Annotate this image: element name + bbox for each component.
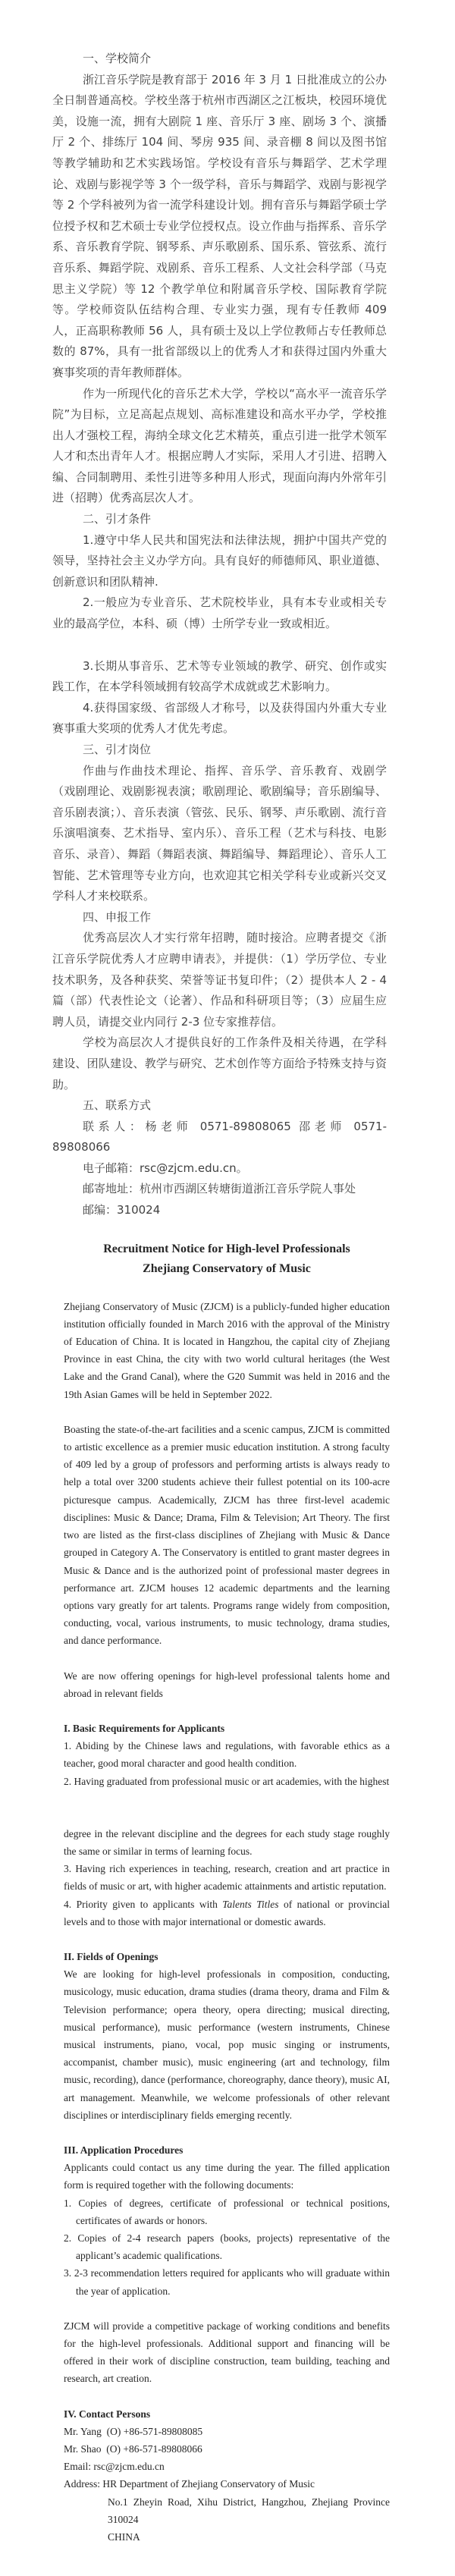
en-contact-address-line2: No.1 Zheyin Road, Xihu District, Hangzhou, Zhejiang Province 310024 <box>108 2496 393 2525</box>
cn-contact-address: 邮寄地址：杭州市西湖区转塘街道浙江音乐学院人事处 <box>83 1182 356 1196</box>
document-title <box>64 1239 390 1279</box>
en-paragraph-campus: Boasting the state-of-the-art facilities and a scenic campus, ZJCM is committed to artistic excellence as a premier music education institution. A strong faculty of 409 led by a group of professors and performing artists is always ready to help a total over 3200 students achieve their fullest potential on its 100-acre picturesque campus. Academically, ZJCM has three first-level academic disciplines: Music & Dance; Drama, Film & Television; Art Theory. The first two are listed as the first-class disciplines of Zhejiang with Music & Dance grouped in Category A. The Conservatory is entitled to grant master degrees in Music & Dance and is the authorized point of professional master degrees in performance art. ZJCM houses 12 academic departments and the learning options vary greatly for art talents. Programs range widely from composition, conducting, vocal, various instruments, to music technology, drama studies, and dance performance. <box>64 1423 391 1647</box>
cn-condition-2: 2.一般应为专业音乐、艺术院校毕业，具有本专业或相关专业的最高学位，本科、硕（博）士所学专业一致或相近。 <box>52 595 387 631</box>
en-paragraph-intro: Zhejiang Conservatory of Music (ZJCM) is a publicly-funded higher education institution officially founded in March 2016 with the approval of the Ministry of Education of China. It is located in Hangzhou, the capital city of Zhejiang Province in east China, the city with two world cultural heritages (the West Lake and the Grand Canal), where the G20 Summit was held in 2016 and the 19th Asian Games will be held in September 2022. <box>64 1300 390 1400</box>
cn-blank-line <box>52 635 387 656</box>
en-requirement-4-text-end: of national or provincial levels and to those with major international or domestic awards. <box>64 1898 391 1927</box>
cn-paragraph-school-overview: 浙江音乐学院是教育部于 2016 年 3 月 1 日批准成立的公办全日制普通高校。学校坐落于杭州市西湖区之江板块，校园环境优美，设施一流，拥有大剧院 1 座、音乐厅 3 座、剧场 3 个、演播厅 2 个、排练厅 104 间、琴房 935 间、录音棚 8 间以及图书馆等教学辅助和艺术实践场馆。学校设有音乐与舞蹈学、艺术学理论、戏剧与影视学等 3 个一级学科，音乐与舞蹈学、戏剧与影视学等 2 个学科被列为省一流学科建设计划。拥有音乐与舞蹈学硕士学位授予权和艺术硕士专业学位授权点。设立作曲与指挥系、音乐学系、音乐教育学院、钢琴系、声乐歌剧系、国乐系、管弦系、流行音乐系、舞蹈学院、戏剧系、音乐工程系、人文社会科学部（马克思主义学院）等 12 个教学单位和附属音乐学校、国际教育学院等。学校师资队伍结构合理、专业实力强，现有专任教师 409 人，正高职称教师 56 人，具有硕士及以上学位教师占专任教师总数的 87%，具有一批省部级以上的优秀人才和获得过国内外重大赛事奖项的青年教师群体。 <box>52 72 387 379</box>
en-requirement-2-part1: 2. Having graduated from professional music or art academies, with the highest <box>64 1775 390 1787</box>
cn-contact-email: 电子邮箱：rsc@zjcm.edu.cn。 <box>83 1161 248 1175</box>
en-heading-basic-requirements: I. Basic Requirements for Applicants <box>64 1722 225 1734</box>
en-requirement-3: 3. Having rich experiences in teaching, research, creation and art practice in fields of music or art, with higher academic attainments and artistic reputation. <box>64 1863 390 1893</box>
en-blank-line <box>64 1790 390 1808</box>
cn-contact-postcode: 邮编：310024 <box>83 1203 161 1217</box>
cn-condition-3: 3.长期从事音乐、艺术等专业领域的教学、研究、创作或实践工作，在本学科领域拥有较高学术成就或艺术影响力。 <box>52 658 387 694</box>
cn-condition-1: 1.遵守中华人民共和国宪法和法律法规，拥护中国共产党的领导，坚持社会主义办学方向。具有良好的师德师风、职业道德、创新意识和团队精神. <box>52 532 387 589</box>
cn-heading-contact: 五、联系方式 <box>83 1098 152 1113</box>
en-blank-line <box>64 1702 390 1720</box>
en-paragraph-openings-offer: We are now offering openings for high-level professional talents home and abroad in relevant fields <box>64 1670 390 1699</box>
cn-heading-positions: 三、引才岗位 <box>83 743 152 756</box>
en-contact-yang: Mr. Yang (O) +86-571-89808085 <box>64 2425 203 2437</box>
en-blank-line <box>64 1930 390 1948</box>
en-document-item-3: 3. 2-3 recommendation letters required for applicants who will graduate within the year of application. <box>64 2267 390 2297</box>
en-contact-address-line3: CHINA <box>108 2531 140 2543</box>
document-title-line2: Zhejiang Conservatory of Music <box>143 1261 311 1275</box>
en-blank-line <box>64 1808 390 1825</box>
cn-paragraph-support: 学校为高层次人才提供良好的工作条件及相关待遇，在学科建设、团队建设、教学与研究、艺术创作等方面给予特殊支持与资助。 <box>52 1035 387 1092</box>
cn-paragraph-positions: 作曲与作曲技术理论、指挥、音乐学、音乐教育、戏剧学（戏剧理论、戏剧影视表演；歌剧理论、歌剧编导；音乐剧编导、音乐剧表演；）、音乐表演（管弦、民乐、钢琴、声乐歌剧、流行音乐演唱演奏、艺术指导、室内乐）、音乐工程（艺术与科技、电影音乐、录音）、舞蹈（舞蹈表演、舞蹈编导、舞蹈理论）、音乐人工智能、艺术管理等专业方向，也欢迎其它相关学科专业或新兴交叉学科人才来校联系。 <box>52 763 387 903</box>
english-section <box>0 1239 455 2576</box>
cn-condition-4: 4.获得国家级、省部级人才称号，以及获得国内外重大专业赛事重大奖项的优秀人才优先考虑。 <box>52 700 387 736</box>
en-heading-contact-persons: IV. Contact Persons <box>64 2408 151 2420</box>
en-blank-line <box>64 1650 390 1667</box>
document-title-line1: Recruitment Notice for High-level Professionals <box>103 1242 350 1255</box>
en-requirement-4-text: 4. Priority given to applicants with <box>64 1898 223 1910</box>
en-paragraph-fields: We are looking for high-level professionals in composition, conducting, musicology, music education, drama studies (drama theory, drama and Film & Television performance; opera theory, opera directing; musical directing, musical performance), music performance (western instruments, Chinese musical instruments, piano, vocal, pop music singing or instruments, accompanist, chamber music), music engineering (art and technology, film music, recording), dance (performance, choreography, dance theory), music AI, art management. Meanwhile, we welcome professionals of other relevant disciplines or interdisciplinary fields emerging recently. <box>64 1968 390 2121</box>
en-blank-line <box>64 1403 390 1421</box>
en-document-item-1: 1. Copies of degrees, certificate of professional or technical positions, certificates of awards or honors. <box>64 2197 390 2226</box>
en-document-item-2: 2. Copies of 2-4 research papers (books, projects) representative of the applicant’s academic qualifications. <box>64 2232 390 2262</box>
en-blank-line <box>64 2300 390 2317</box>
en-requirement-1: 1. Abiding by the Chinese laws and regulations, with favorable ethics as a teacher, good moral character and good health condition. <box>64 1740 390 1770</box>
en-contact-shao: Mr. Shao (O) +86-571-89808066 <box>64 2443 202 2455</box>
cn-contact-person: 联系人：杨老师 0571-89808065 邵老师 0571-89808066 <box>52 1119 387 1154</box>
en-blank-line <box>64 2388 390 2405</box>
en-requirement-4-talents-titles: Talents Titles <box>222 1898 279 1910</box>
cn-paragraph-talent-strategy: 作为一所现代化的音乐艺术大学，学校以“高水平一流音乐学院”为目标，立足高起点规划、高标准建设和高水平办学，学校推出人才强校工程，海纳全球文化艺术精英，重点引进一批学术领军人才和杰出青年人才。根据应聘人才实际，采用人才引进、招聘入编、合同制聘用、柔性引进等多种用人形式，现面向海内外常年引进（招聘）优秀高层次人才。 <box>52 386 387 505</box>
en-paragraph-procedures: Applicants could contact us any time during the year. The filled application form is required together with the following documents: <box>64 2162 390 2191</box>
cn-heading-application: 四、申报工作 <box>83 909 152 924</box>
en-contact-address-line1: Address: HR Department of Zhejiang Conservatory of Music <box>64 2478 315 2490</box>
en-heading-application-procedures: III. Application Procedures <box>64 2144 184 2156</box>
en-contact-email: Email: rsc@zjcm.edu.cn <box>64 2461 165 2473</box>
en-requirement-2-part2: degree in the relevant discipline and the degrees for each study stage roughly the same or similar in terms of learning focus. <box>64 1827 390 1857</box>
cn-heading-recruit-conditions: 二、引才条件 <box>83 512 152 526</box>
cn-paragraph-application: 优秀高层次人才实行常年招聘，随时接洽。应聘者提交《浙江音乐学院优秀人才应聘申请表》，并提供：（1）学历学位、专业技术职务，及各种获奖、荣誉等证书复印件；（2）提供本人 2 - 4 篇（部）代表性论文（论著）、作品和科研项目等；（3）应届生应聘人员，请提交业内同行 2-3 位专家推荐信。 <box>52 931 387 1029</box>
en-heading-fields-of-openings: II. Fields of Openings <box>64 1950 158 1962</box>
en-blank-line <box>64 2124 390 2141</box>
cn-heading-school-intro: 一、学校简介 <box>83 52 152 65</box>
chinese-section <box>0 0 455 1221</box>
en-requirement-4 <box>64 1896 390 1930</box>
en-paragraph-package: ZJCM will provide a competitive package of working conditions and benefits for the high-level professionals. Additional support and financing will be offered in their work of discipline construction, team building, teaching and research, art creation. <box>64 2320 390 2385</box>
